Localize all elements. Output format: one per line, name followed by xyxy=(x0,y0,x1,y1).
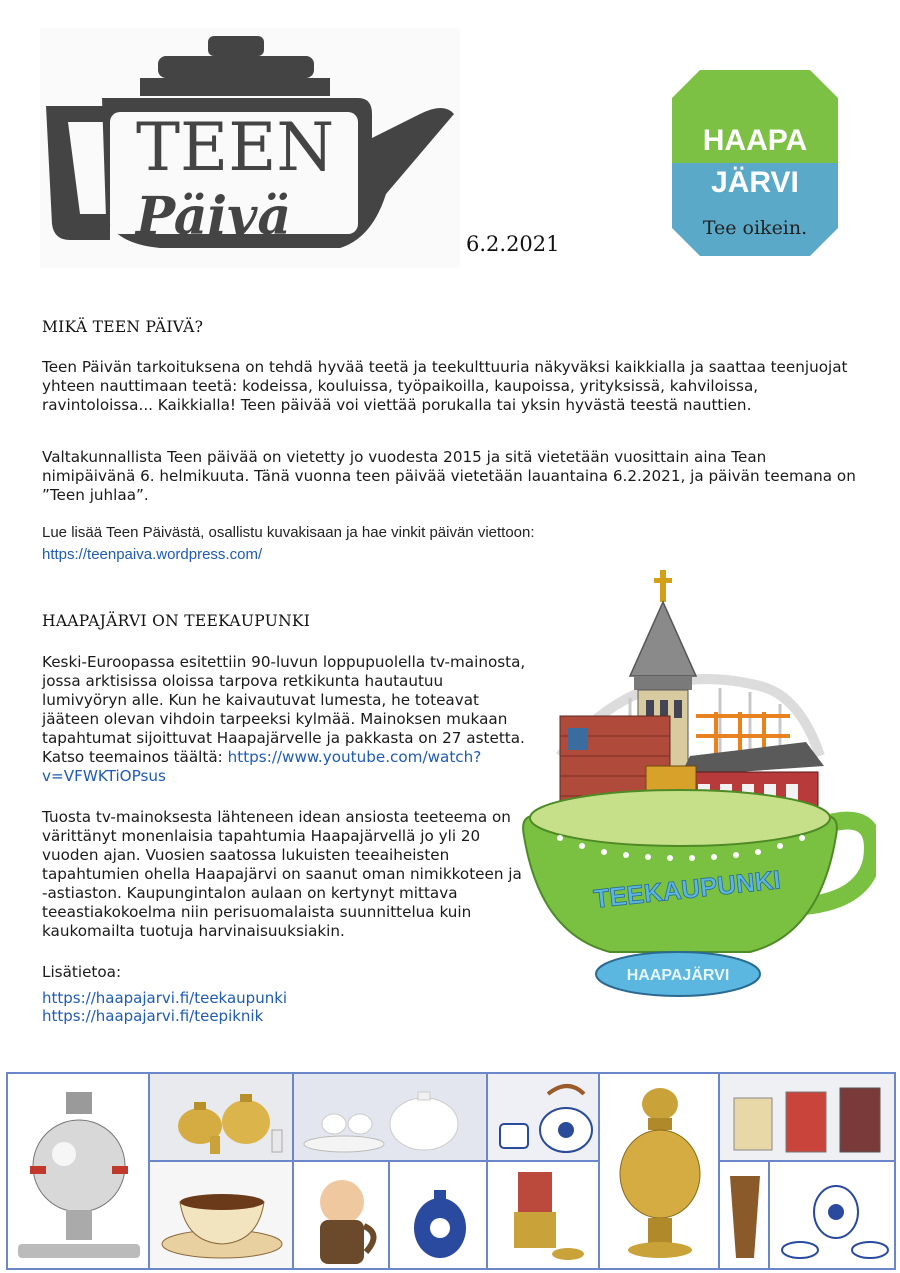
youtube-link[interactable]: https://www.youtube.com/watch?v=VFWKTiOPsus xyxy=(42,748,482,785)
teekaupunki-illustration xyxy=(520,566,876,1002)
section2-title: HAAPAJÄRVI ON TEEKAUPUNKI xyxy=(42,612,311,630)
gallery-silver-samovar xyxy=(7,1073,149,1269)
section2-paragraph2: Tuosta tv-mainoksesta lähteneen idean ansiosta teeteema on värittänyt monenlaisia tapahtumia Haapajärvellä jo yli 20 vuoden ajan. Vuosien saatossa lukuisten teeaiheisten tapahtumien ohella Haapajärvi on saanut oman nimikkoteen ja -astiaston. Kaupungintalon aulaan on kertynyt mittava teeastiakokoelma niin perisuomalaista suunnittelua kuin kaukomailta tuotuja harvinaisuuksiakin. xyxy=(42,808,522,940)
gallery-decorated-teacup xyxy=(149,1161,293,1269)
logo-text-bottom: Päivä xyxy=(136,186,292,247)
city-logo-line2: JÄRVI xyxy=(711,166,799,199)
teekaupunki-link[interactable]: https://haapajarvi.fi/teekaupunki xyxy=(42,989,288,1007)
gallery-tea-mugs xyxy=(719,1073,895,1161)
cup-text: TEEKAUPUNKI xyxy=(592,864,783,914)
gallery-horn-cup xyxy=(719,1161,769,1269)
gallery-delft-teapot xyxy=(389,1161,487,1269)
gallery-tea-glass-holder xyxy=(487,1161,599,1269)
tea-collection-gallery xyxy=(6,1072,896,1270)
section1-paragraph1: Teen Päivän tarkoituksena on tehdä hyvää teetä ja teekulttuuria näkyväksi kaikkialla ja saattaa teenjuojat yhteen nauttimaan teetä: kodeissa, kouluissa, työpaikoilla, kaupoissa, yrityksissä, kahviloissa, ravintoloissa... Kaikkialla! Teen päivää voi viettää porukalla tai yksin hyvästä teestä nauttien. xyxy=(42,358,848,414)
section2-paragraph1 xyxy=(42,653,528,786)
gallery-brass-samovar xyxy=(599,1073,719,1269)
city-logo-slogan: Tee oikein. xyxy=(702,217,808,239)
info-label: Lisätietoa: xyxy=(42,963,122,981)
logo-text-top: TEEN xyxy=(136,109,335,186)
more-info-text: Lue lisää Teen Päivästä, osallistu kuvakisaan ja hae vinkit päivän viettoon: xyxy=(42,524,535,541)
gallery-blue-teapot-set xyxy=(769,1161,895,1269)
gallery-white-porcelain xyxy=(293,1073,487,1161)
teen-paiva-logo xyxy=(40,28,460,268)
section2-paragraph1-text: Keski-Euroopassa esitettiin 90-luvun loppupuolella tv-mainosta, jossa arktisissa oloissa tarpova retkikunta hautautuu lumivyöryn alle. Kun he kaivautuvat lumesta, he toteavat jääteen olevan vihdoin tarpeeksi kylmää. Mainoksen mukaan tapahtumat sijoittuvat Haapajärvelle ja pakkasta on 27 astetta. Katso teemainos täältä: xyxy=(42,653,526,766)
teenpaiva-link[interactable]: https://teenpaiva.wordpress.com/ xyxy=(42,546,263,563)
teapot-icon xyxy=(40,28,460,268)
saucer-text: HAAPAJÄRVI xyxy=(626,967,730,984)
gallery-blue-white-teapot xyxy=(487,1073,599,1161)
section1-paragraph2: Valtakunnallista Teen päivää on vietetty jo vuodesta 2015 ja sitä vietetään vuosittain aina Tean nimipäivänä 6. helmikuuta. Tänä vuonna teen päivää vietetään lauantaina 6.2.2021, ja päivän teemana on ”Teen juhlaa”. xyxy=(42,448,856,504)
city-logo-line1: HAAPA xyxy=(702,124,808,157)
event-date: 6.2.2021 xyxy=(466,232,560,256)
gallery-monk-mug xyxy=(293,1161,389,1269)
section1-title: MIKÄ TEEN PÄIVÄ? xyxy=(42,318,204,336)
teepiknik-link[interactable]: https://haapajarvi.fi/teepiknik xyxy=(42,1007,264,1025)
haapajarvi-logo xyxy=(672,70,838,256)
gallery-gold-tea-set xyxy=(149,1073,293,1161)
